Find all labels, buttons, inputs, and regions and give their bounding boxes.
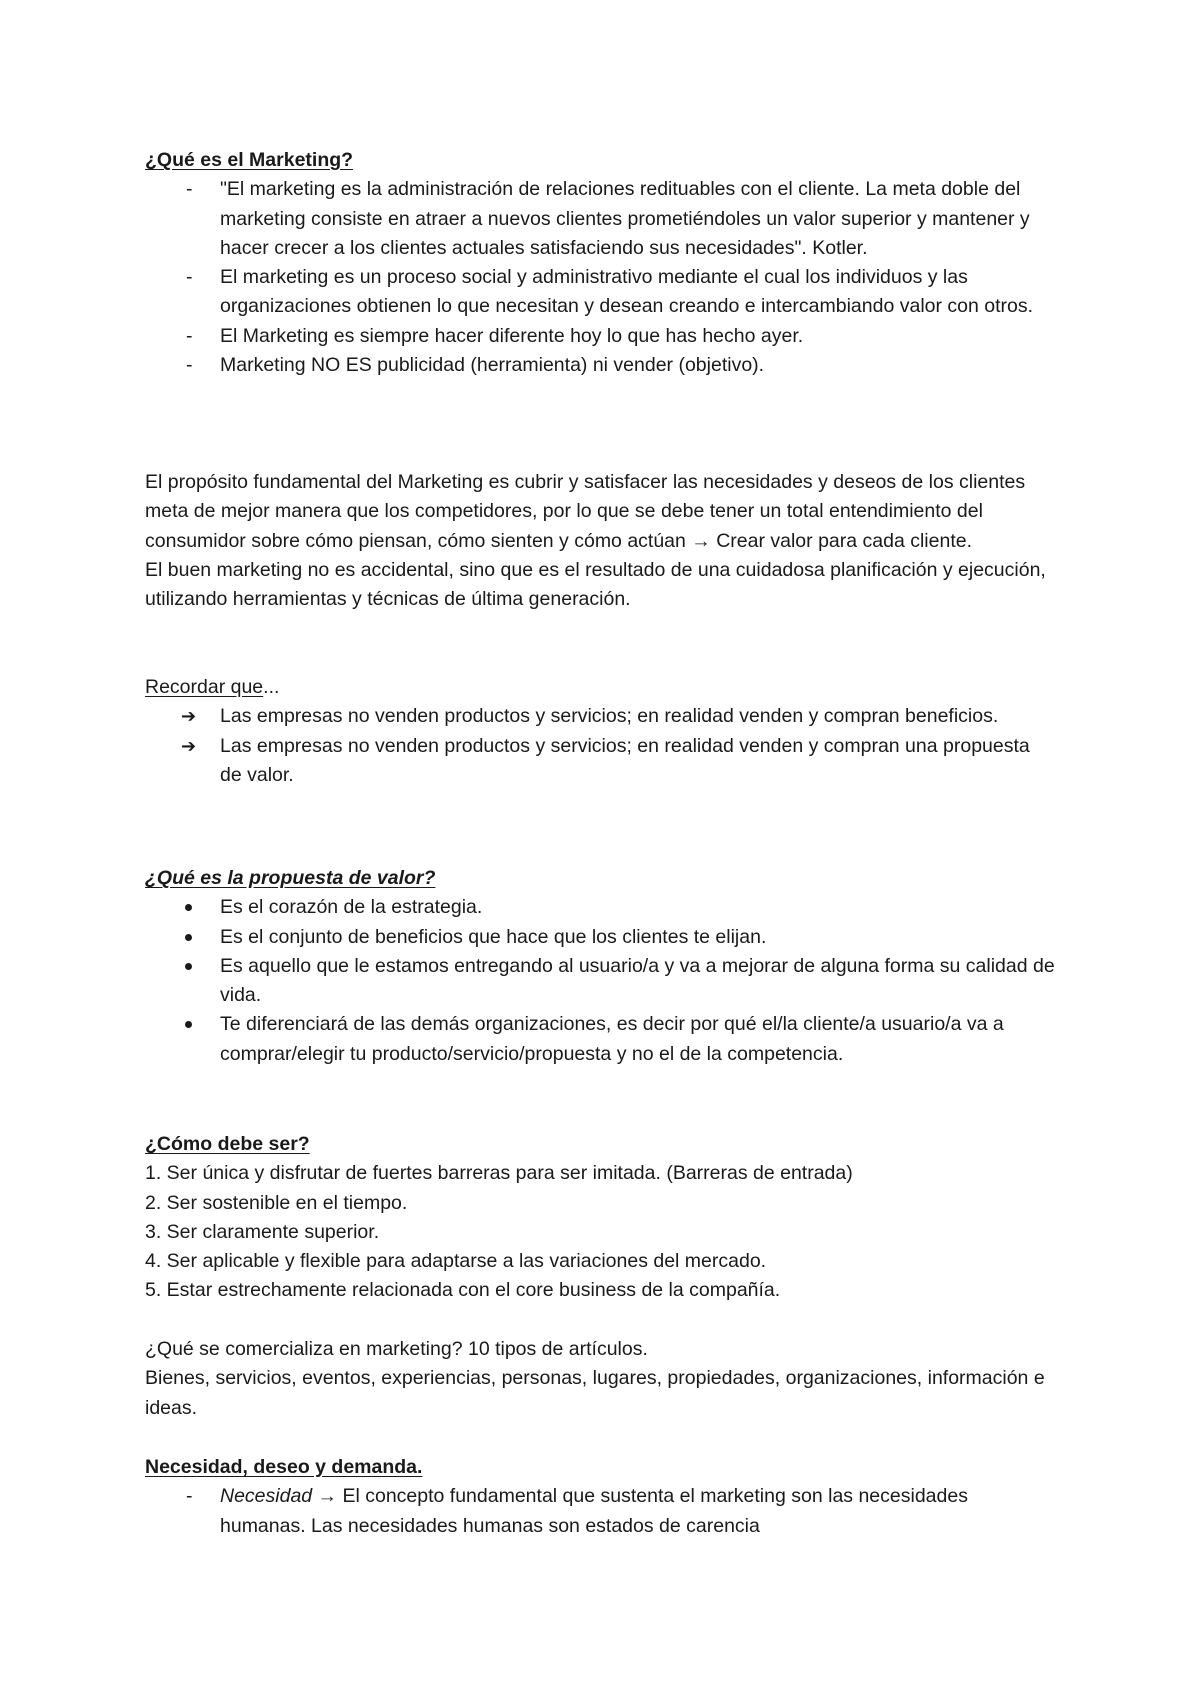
list-item: ➔ Las empresas no venden productos y servicios; en realidad venden y compran beneficios. (145, 702, 1055, 731)
numbered-item: 3. Ser claramente superior. (145, 1220, 380, 1243)
section-what-is-marketing (145, 146, 1055, 380)
term-necesidad: Necesidad (220, 1485, 313, 1508)
section-purpose (145, 468, 1055, 614)
dash-bullet: - (186, 354, 193, 377)
paragraph-item-types: Bienes, servicios, eventos, experiencias, personas, lugares, propiedades, organizaciones, información e ideas. (145, 1367, 1045, 1419)
arrow-right-icon: ➔ (181, 735, 197, 756)
dash-bullet: - (186, 1485, 193, 1508)
heading-how-should-it-be: ¿Cómo debe ser? (145, 1133, 310, 1155)
list-item: - El marketing es un proceso social y administrativo mediante el cual los individuos y las organizaciones obtienen lo que necesitan y desean creando e intercambiando valor con otros. (145, 263, 1055, 322)
section-how-should-it-be (145, 1130, 1055, 1306)
list-item: - El Marketing es siempre hacer diferente hoy lo que has hecho ayer. (145, 322, 1055, 351)
section-value-proposition (145, 864, 1055, 1069)
bullet-dot-icon (185, 1021, 192, 1028)
numbered-item: 1. Ser única y disfrutar de fuertes barreras para ser imitada. (Barreras de entrada) (145, 1162, 853, 1185)
dash-bullet: - (186, 266, 193, 289)
list-item: Es el corazón de la estrategia. (145, 893, 1055, 922)
list-item: - Necesidad → El concepto fundamental que sustenta el marketing son las necesidades humanas. Las necesidades humanas son estados de carencia (145, 1482, 1055, 1541)
list-item: - Marketing NO ES publicidad (herramienta) ni vender (objetivo). (145, 351, 1055, 380)
heading-what-is-marketing: ¿Qué es el Marketing? (145, 149, 354, 171)
list-item: Es aquello que le estamos entregando al usuario/a y va a mejorar de alguna forma su calidad de vida. (145, 952, 1055, 1011)
list-item: Es el conjunto de beneficios que hace que los clientes te elijan. (145, 923, 1055, 952)
bullet-dot-icon (185, 904, 192, 911)
paragraph-purpose: El propósito fundamental del Marketing es cubrir y satisfacer las necesidades y deseos de los clientes meta de mejor manera que los competidores, por lo que se debe tener un total entendimiento del consumidor sobre cómo piensan, cómo sienten y cómo actúan → Crear valor para cada cliente. (145, 471, 1026, 552)
dash-bullet: - (186, 178, 193, 201)
numbered-item: 2. Ser sostenible en el tiempo. (145, 1191, 408, 1214)
paragraph-what-is-marketed: ¿Qué se comercializa en marketing? 10 tipos de artículos. (145, 1338, 648, 1360)
dash-bullet: - (186, 324, 193, 347)
section-what-is-marketed (145, 1335, 1055, 1423)
section-need-want-demand (145, 1453, 1055, 1541)
heading-value-proposition: ¿Qué es la propuesta de valor? (145, 867, 436, 889)
arrow-right-icon: ➔ (181, 706, 197, 727)
heading-need-want-demand: Necesidad, deseo y demanda. (145, 1456, 423, 1478)
list-item: Te diferenciará de las demás organizaciones, es decir por qué el/la cliente/a usuario/a va a comprar/elegir tu producto/servicio/propuesta y no el de la competencia. (145, 1010, 1055, 1069)
list-item: ➔ Las empresas no venden productos y servicios; en realidad venden y compran una propuesta de valor. (145, 732, 1055, 791)
numbered-item: 4. Ser aplicable y flexible para adaptarse a las variaciones del mercado. (145, 1250, 767, 1273)
heading-remember: Recordar que... (145, 676, 280, 698)
numbered-item: 5. Estar estrechamente relacionada con el core business de la compañía. (145, 1279, 781, 1302)
list-item: - "El marketing es la administración de relaciones redituables con el cliente. La meta doble del marketing consiste en atraer a nuevos clientes prometiéndoles un valor superior y mantener y hacer crecer a los clientes actuales satisfaciendo sus necesidades". Kotler. (145, 175, 1055, 263)
section-remember (145, 673, 1055, 790)
bullet-dot-icon (185, 963, 192, 970)
paragraph-good-marketing: El buen marketing no es accidental, sino que es el resultado de una cuidadosa planificación y ejecución, utilizando herramientas y técnicas de última generación. (145, 558, 1046, 611)
bullet-dot-icon (185, 934, 192, 941)
